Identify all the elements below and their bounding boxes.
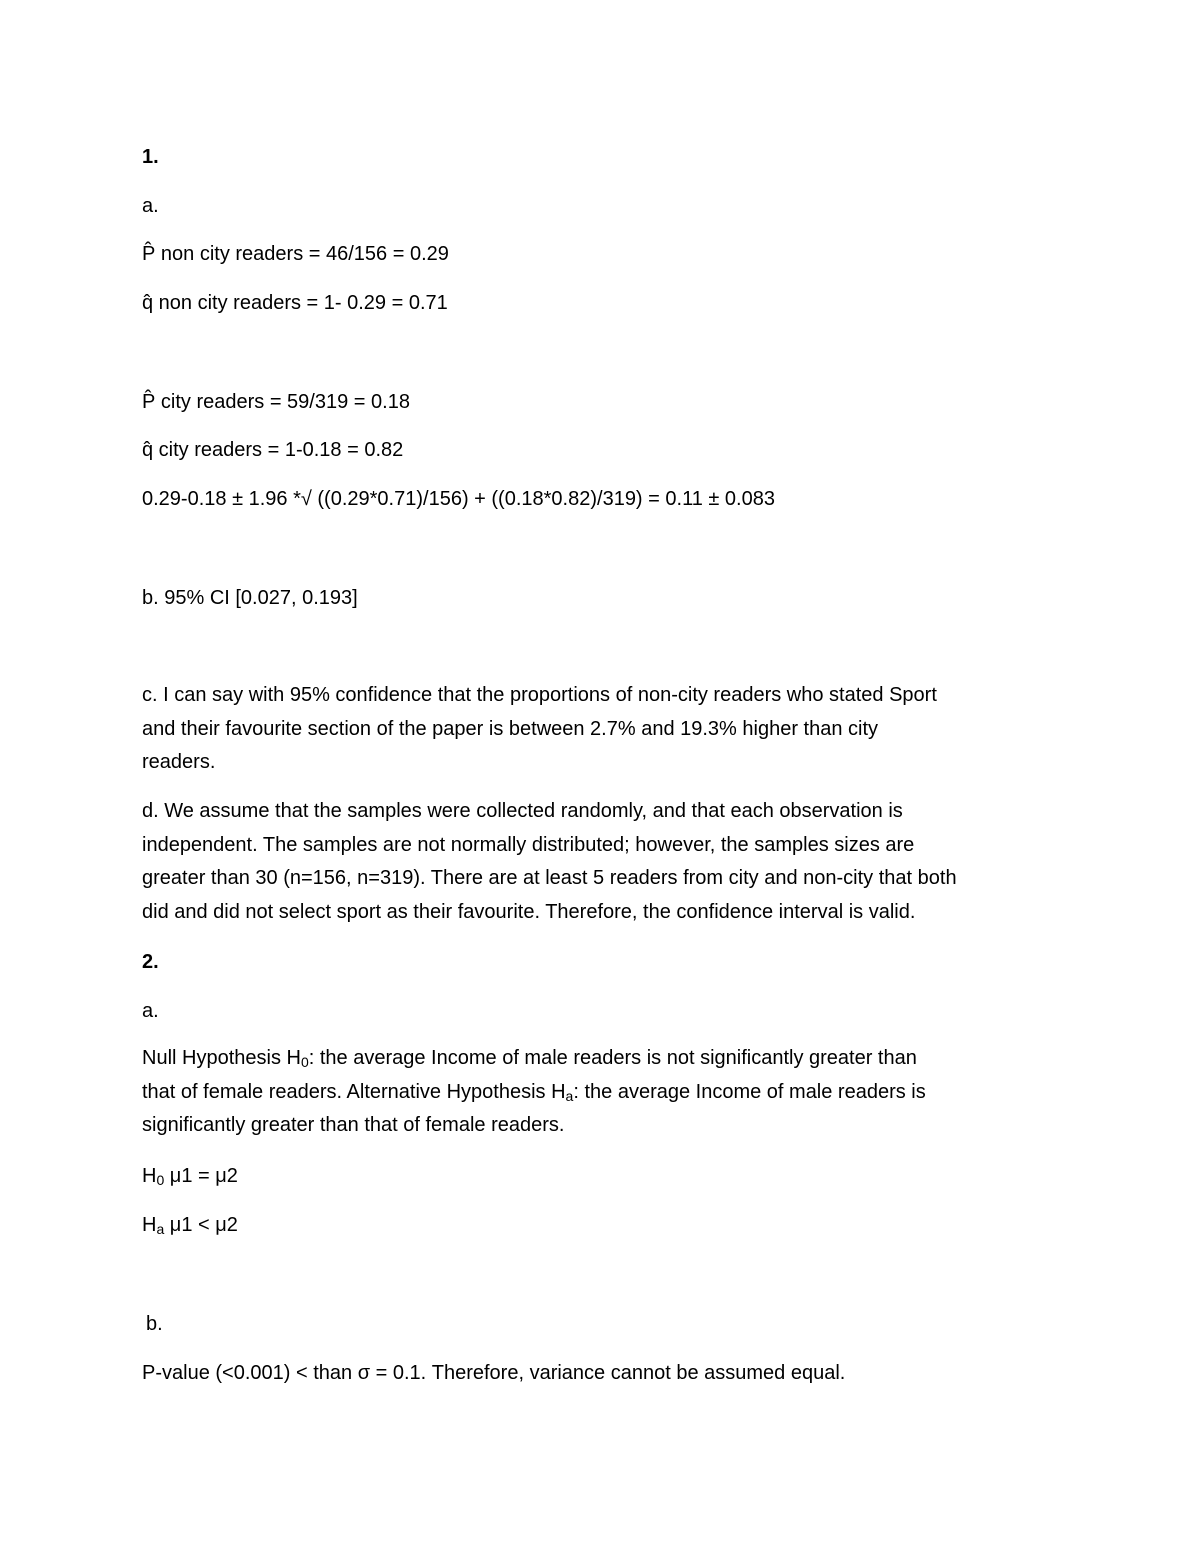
hypothesis-line: that of female readers. Alternative Hypothesis $H_a$: the average Income of male readers is: [142, 1080, 926, 1104]
q-hat-city: q̂ city readers = 1-0.18 = 0.82: [142, 439, 404, 461]
alt-hypothesis-formula: $H_a$ μ1 < μ2: [142, 1214, 238, 1237]
q2b-text: P-value (<0.001) < than σ = 0.1. Therefore, variance cannot be assumed equal.: [142, 1362, 846, 1384]
ci-formula: 0.29-0.18 ± 1.96 *√ ((0.29*0.71)/156) + ((0.18*0.82)/319) = 0.11 ± 0.083: [142, 488, 775, 510]
q1c-line: c. I can say with 95% confidence that the proportions of non-city readers who stated Sport: [142, 684, 937, 706]
hypothesis-line: significantly greater than that of female readers.: [142, 1114, 565, 1136]
q-hat-noncity: q̂ non city readers = 1- 0.29 = 0.71: [142, 292, 448, 314]
q1d-line: did and did not select sport as their favourite. Therefore, the confidence interval is valid.: [142, 900, 916, 923]
q1-heading: 1.: [142, 146, 159, 168]
null-hypothesis-formula: $H_0$ μ1 = μ2: [142, 1165, 238, 1188]
q1c-line: readers.: [142, 751, 216, 773]
q1d-line: independent. The samples are not normally distributed; however, the samples sizes are: [142, 833, 915, 856]
p-hat-city: P̂ city readers = 59/319 = 0.18: [142, 391, 410, 413]
q2b-label: b.: [146, 1313, 163, 1335]
hypothesis-line: Null Hypothesis $H_0$: the average Income of male readers is not significantly greater than: [142, 1047, 917, 1070]
q1c-paragraph: [142, 679, 1072, 780]
q1d-paragraph: [142, 795, 1072, 929]
q2-heading: 2.: [142, 951, 159, 973]
q2a-label: a.: [142, 1000, 159, 1022]
p-hat-noncity: P̂ non city readers = 46/156 = 0.29: [142, 243, 449, 265]
q1d-line: greater than 30 (n=156, n=319). There are at least 5 readers from city and non-city that both: [142, 867, 957, 889]
hypothesis-paragraph: [142, 1042, 1072, 1143]
q1c-line: and their favourite section of the paper is between 2.7% and 19.3% higher than city: [142, 717, 879, 740]
q1a-label: a.: [142, 195, 159, 217]
q1d-line: d. We assume that the samples were collected randomly, and that each observation is: [142, 800, 903, 822]
q1b-ci: b. 95% CI [0.027, 0.193]: [142, 587, 358, 609]
